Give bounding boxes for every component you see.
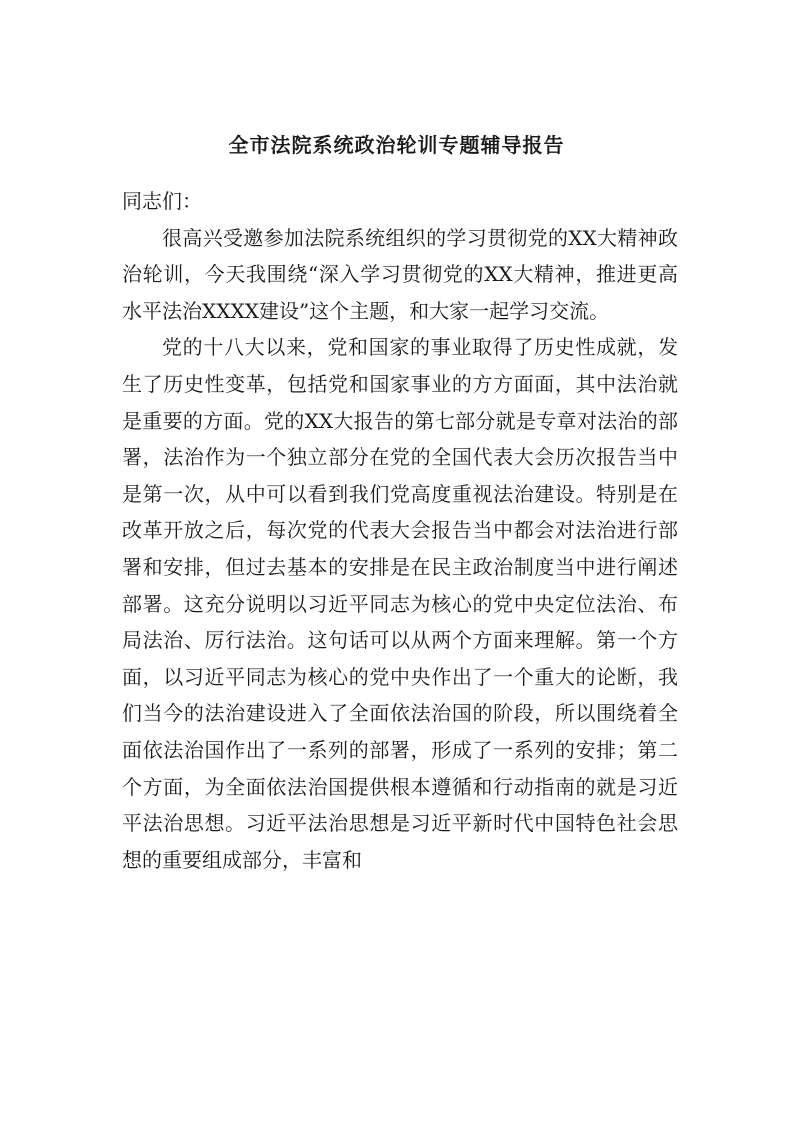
document-title: 全市法院系统政治轮训专题辅导报告 (228, 133, 565, 157)
paragraph-intro: 很高兴受邀参加法院系统组织的学习贯彻党的XX大精神政治轮训，今天我围绕“深入学习贯彻党的XX大精神，推进更高水平法治XXXX建设”这个主题，和大家一起学习交流。 (122, 225, 678, 323)
paragraph-main: 党的十八大以来，党和国家的事业取得了历史性成就，发生了历史性变革，包括党和国家事业的方方面面，其中法治就是重要的方面。党的XX大报告的第七部分就是专章对法治的部署，法治作为一个独立部分在党的全国代表大会历次报告当中是第一次，从中可以看到我们党高度重视法治建设。特别是在改革开放之后，每次党的代表大会报告当中都会对法治进行部署和安排，但过去基本的安排是在民主政治制度当中进行阐述部署。这充分说明以习近平同志为核心的党中央定位法治、布局法治、厉行法治。这句话可以从两个方面来理解。第一个方面，以习近平同志为核心的党中央作出了一个重大的论断，我们当今的法治建设进入了全面依法治国的阶段，所以围绕着全面依法治国作出了一系列的部署，形成了一系列的安排；第二个方面，为全面依法治国提供根本遵循和行动指南的就是习近平法治思想。习近平法治思想是习近平新时代中国特色社会思想的重要组成部分，丰富和 (122, 335, 678, 872)
document-body (122, 183, 678, 878)
greeting: 同志们： (122, 189, 202, 213)
